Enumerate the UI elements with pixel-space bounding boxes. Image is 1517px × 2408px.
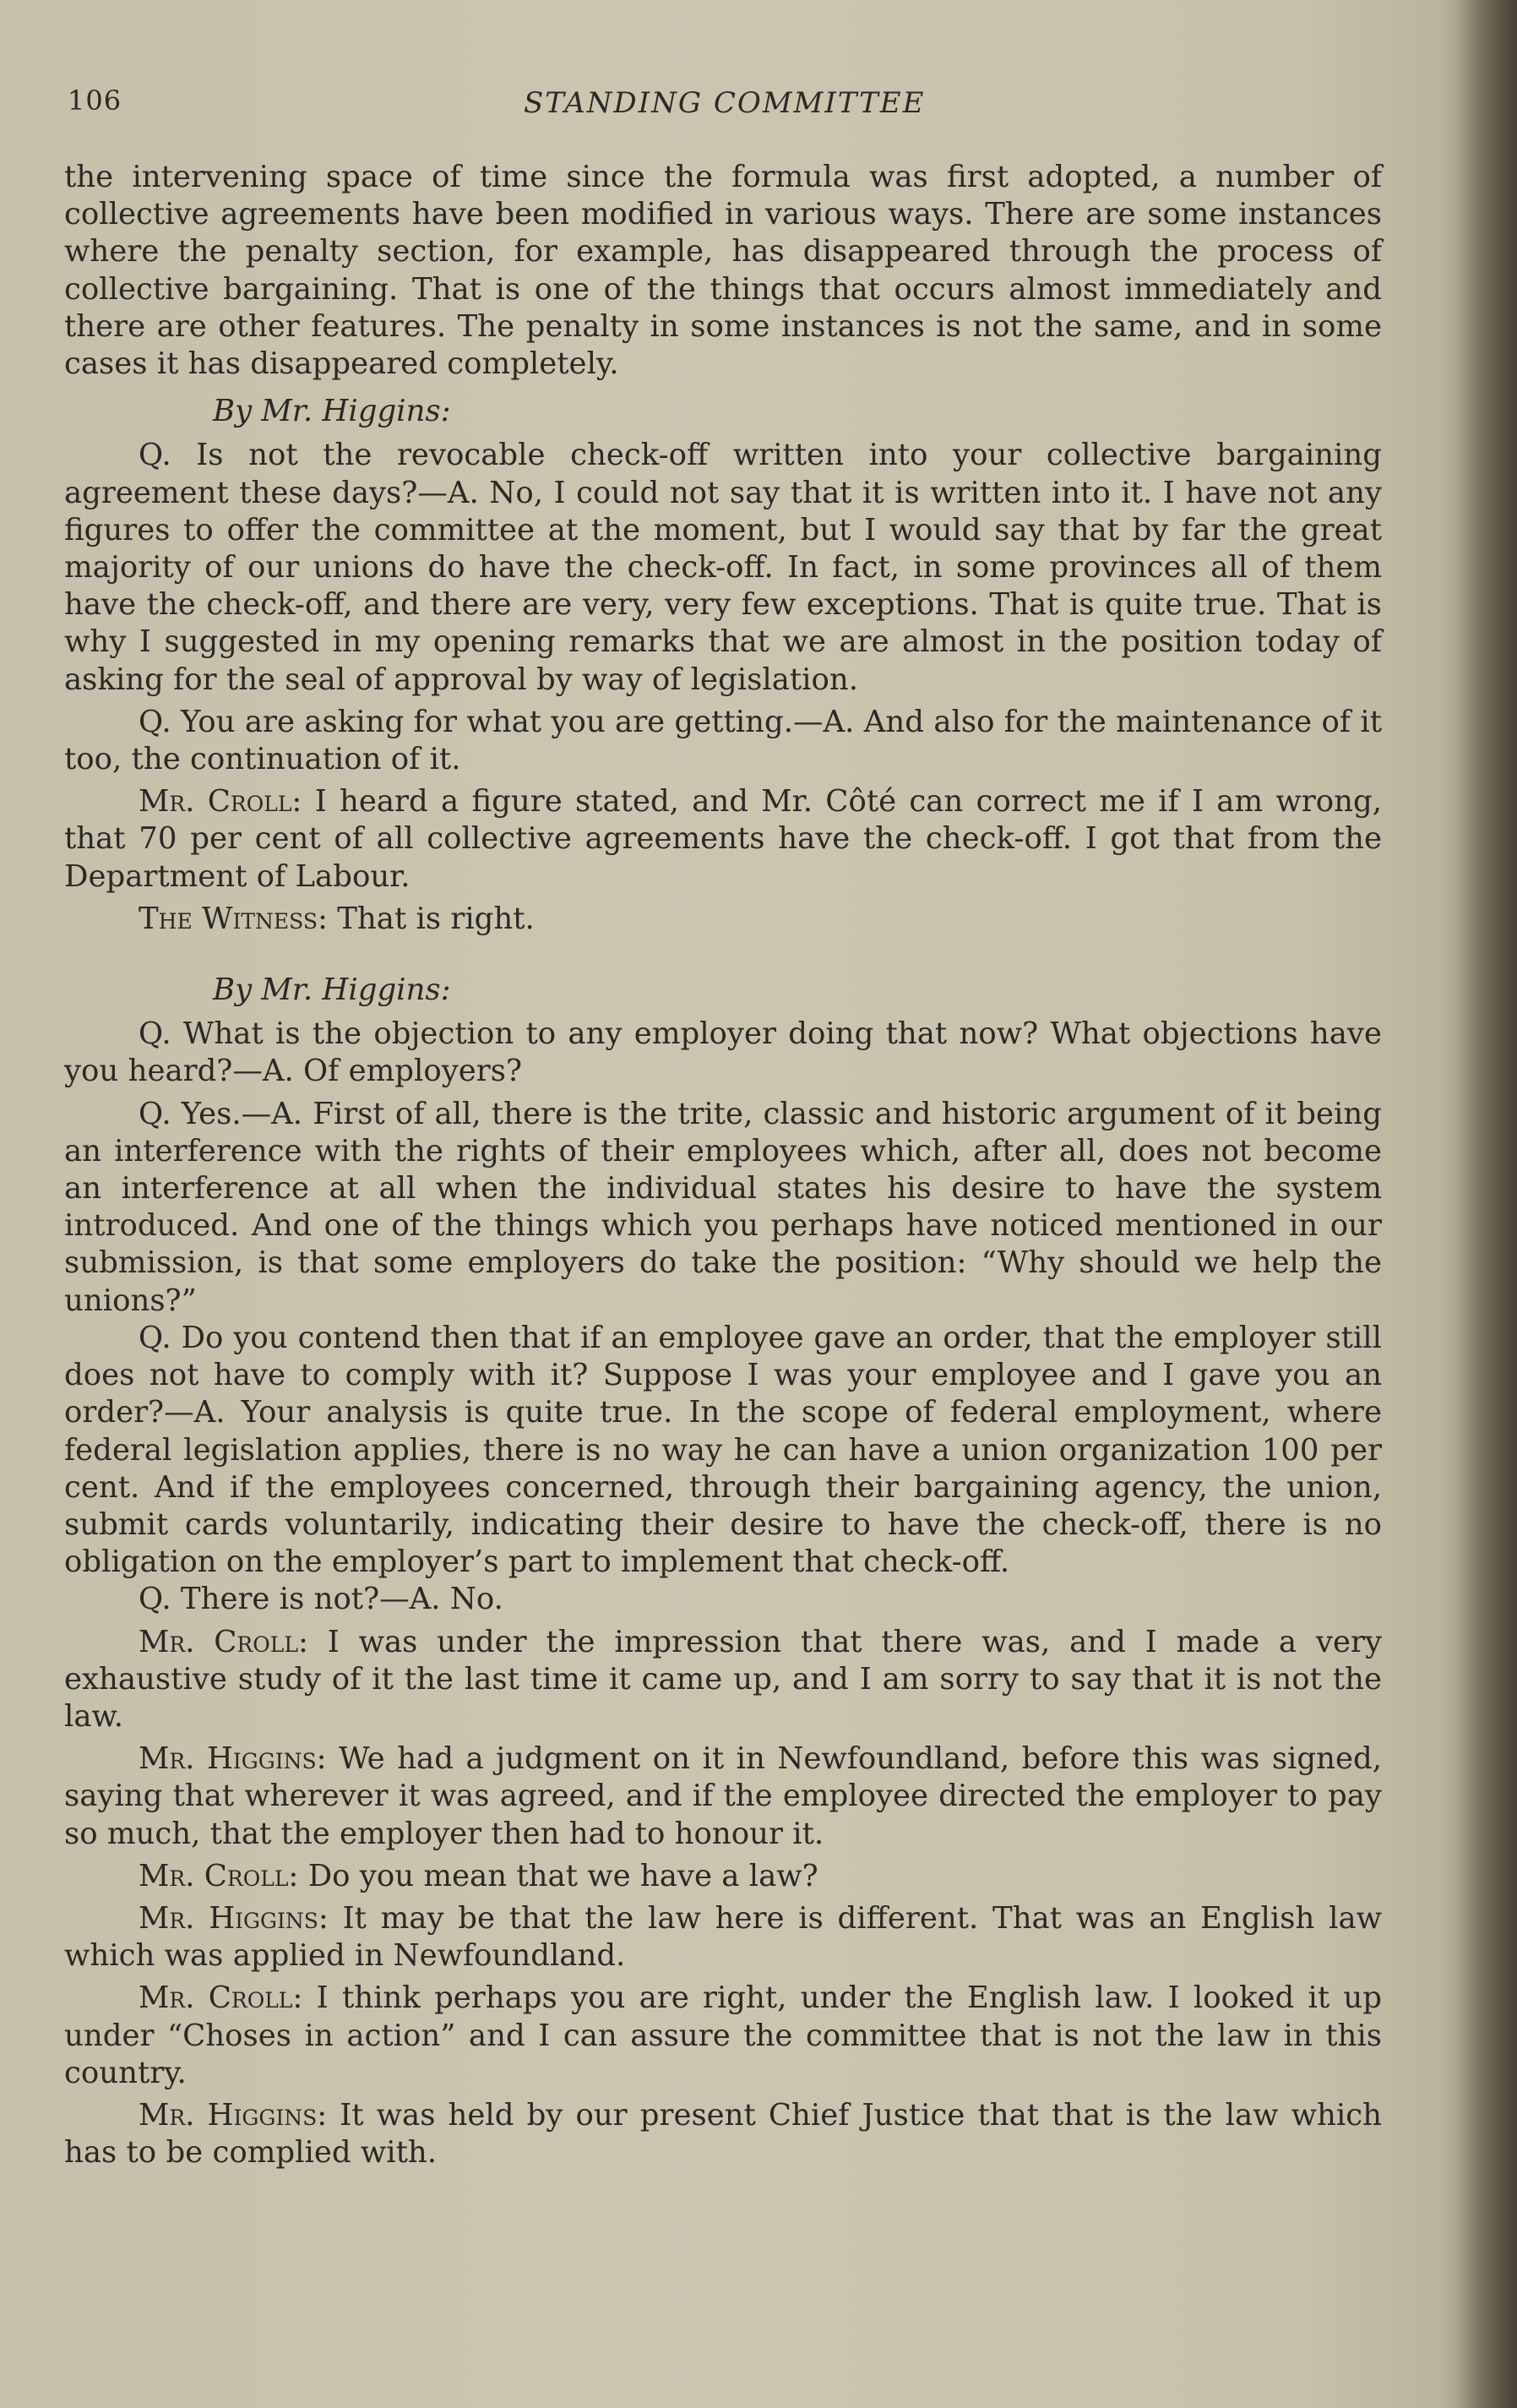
running-head: STANDING COMMITTEE (524, 86, 926, 120)
paragraph: Q. What is the objection to any employer doing that now? What objections have you heard?—A. Of employers? (64, 1016, 1382, 1089)
paragraph (64, 1624, 1382, 1736)
paragraph (64, 1900, 1382, 1975)
speaker-name: Mr. Higgins: (139, 1741, 327, 1777)
speaker-name: Mr. Croll: (139, 1858, 299, 1893)
byline: By Mr. Higgins: (213, 972, 451, 1008)
page-number: 106 (68, 84, 122, 117)
paragraph: the intervening space of time since the formula was first adopted, a number of collective agreements have been modified in various ways. There are some instances where the penalty section, for example, has disappeared through the process of collective bargaining. That is one of the things that occurs almost immediately and there are other features. The penalty in some instances is not the same, and in some cases it has disappeared completely. (64, 160, 1382, 382)
speaker-name: Mr. Higgins: (139, 2097, 328, 2133)
speech-text: Do you mean that we have a law? (307, 1858, 818, 1893)
speaker-name: Mr. Croll: (139, 1980, 303, 2016)
byline: By Mr. Higgins: (213, 394, 451, 429)
paragraph: Q. Yes.—A. First of all, there is the trite, classic and historic argument of it being an interference with the rights of their employees which, after all, does not become an interference at all when the individual states his desire to have the system introduced. And one of the things which you perhaps have noticed mentioned in our submission, is that some employers do take the position: “Why should we help the unions?” (64, 1096, 1382, 1318)
paragraph (64, 1741, 1382, 1853)
paragraph (64, 2097, 1382, 2171)
speech-text: We had a judgment on it in Newfoundland, before this was signed, saying that wherever it was agreed, and if the employee directed the employer to pay so much, that the employer then had to honour it. (64, 1741, 1383, 1851)
speaker-name: Mr. Croll: (139, 784, 302, 820)
paragraph: Q. You are asking for what you are getting.—A. And also for the maintenance of it too, the continuation of it. (64, 704, 1382, 777)
paragraph (64, 1980, 1382, 2092)
paragraph (64, 901, 1382, 938)
paragraph (64, 783, 1382, 896)
speech-text: I think perhaps you are right, under the English law. I looked it up under “Choses in action” and I can assure the committee that is not the law in this country. (64, 1980, 1382, 2090)
speaker-name: Mr. Higgins: (139, 1900, 329, 1936)
speaker-name: The Witness: (139, 901, 328, 936)
speech-text: That is right. (337, 901, 535, 936)
speech-text: It may be that the law here is different. That was an English law which was applied in Newfoundland. (64, 1900, 1382, 1974)
paragraph: Q. Do you contend then that if an employee gave an order, that the employer still does not have to comply with it? Suppose I was your employee and I gave you an order?—A. Your analysis is quite true. In the scope of federal employment, where federal legislation applies, there is no way he can have a union organization 100 per cent. And if the employees concerned, through their bargaining agency, the union, submit cards voluntarily, indicating their desire to have the check-off, there is no obligation on the employer’s part to implement that check-off. (64, 1320, 1382, 1580)
speaker-name: Mr. Croll: (139, 1624, 308, 1659)
paragraph: Q. There is not?—A. No. (139, 1582, 503, 1617)
page-gutter-shadow (1458, 0, 1517, 2408)
paragraph: Q. Is not the revocable check-off written into your collective bargaining agreement these days?—A. No, I could not say that it is written into it. I have not any figures to offer the committee at the moment, but I would say that by far the great majority of our unions do have the check-off. In fact, in some provinces all of them have the check-off, and there are very, very few exceptions. That is quite true. That is why I suggested in my opening remarks that we are almost in the position today of asking for the seal of approval by way of legislation. (64, 438, 1382, 697)
speech-text: I was under the impression that there was, and I made a very exhaustive study of it the last time it came up, and I am sorry to say that it is not the law. (64, 1624, 1382, 1734)
page-text (64, 159, 1382, 2171)
speech-text: It was held by our present Chief Justice that that is the law which has to be complied with. (64, 2097, 1382, 2171)
speech-text: I heard a figure stated, and Mr. Côté can correct me if I am wrong, that 70 per cent of all collective agreements have the check-off. I got that from the Department of Labour. (64, 784, 1382, 894)
page-header (68, 84, 1385, 127)
paragraph (64, 1858, 1382, 1895)
